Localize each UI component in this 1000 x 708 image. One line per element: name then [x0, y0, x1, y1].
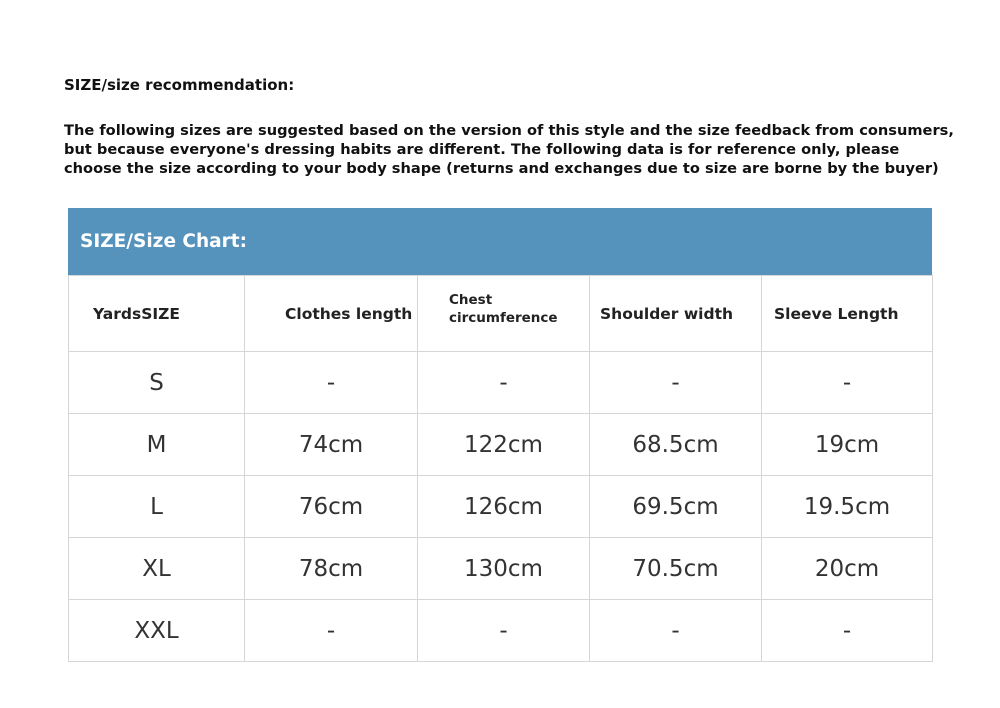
shoulder-cell: 69.5cm [590, 476, 762, 538]
clothes-length-cell: - [245, 352, 418, 414]
sleeve-cell: 19.5cm [762, 476, 933, 538]
shoulder-cell: 70.5cm [590, 538, 762, 600]
table-row [69, 414, 933, 476]
clothes-length-cell: 74cm [245, 414, 418, 476]
chest-cell: - [418, 352, 590, 414]
chest-cell: 122cm [418, 414, 590, 476]
note-line: choose the size according to your body shape (returns and exchanges due to size are borne by the buyer) [64, 160, 939, 177]
column-header-shoulder-width: Shoulder width [590, 276, 762, 352]
shoulder-cell: - [590, 352, 762, 414]
size-table [68, 275, 933, 662]
clothes-length-cell: 76cm [245, 476, 418, 538]
clothes-length-cell: - [245, 600, 418, 662]
chest-cell: - [418, 600, 590, 662]
shoulder-cell: - [590, 600, 762, 662]
size-cell: L [69, 476, 245, 538]
table-row [69, 476, 933, 538]
sleeve-cell: - [762, 600, 933, 662]
column-header-chest-circumference: Chest circumference [418, 276, 590, 352]
column-header-sleeve-length: Sleeve Length [762, 276, 933, 352]
column-header-clothes-length: Clothes length [245, 276, 418, 352]
table-header-row [69, 276, 933, 352]
sleeve-cell: 19cm [762, 414, 933, 476]
chest-cell: 126cm [418, 476, 590, 538]
size-note [64, 121, 954, 178]
sleeve-cell: - [762, 352, 933, 414]
size-cell: XL [69, 538, 245, 600]
shoulder-cell: 68.5cm [590, 414, 762, 476]
note-line: The following sizes are suggested based on the version of this style and the size feedback from consumers, [64, 122, 954, 139]
chest-cell: 130cm [418, 538, 590, 600]
clothes-length-cell: 78cm [245, 538, 418, 600]
size-cell: XXL [69, 600, 245, 662]
table-row [69, 600, 933, 662]
table-row [69, 352, 933, 414]
size-chart-title: SIZE/Size Chart: [68, 208, 932, 275]
sleeve-cell: 20cm [762, 538, 933, 600]
size-cell: M [69, 414, 245, 476]
column-header-size: YardsSIZE [69, 276, 245, 352]
size-cell: S [69, 352, 245, 414]
table-row [69, 538, 933, 600]
note-line: but because everyone's dressing habits are different. The following data is for reference only, please [64, 141, 900, 158]
page-heading: SIZE/size recommendation: [64, 76, 295, 94]
size-chart [68, 208, 932, 662]
